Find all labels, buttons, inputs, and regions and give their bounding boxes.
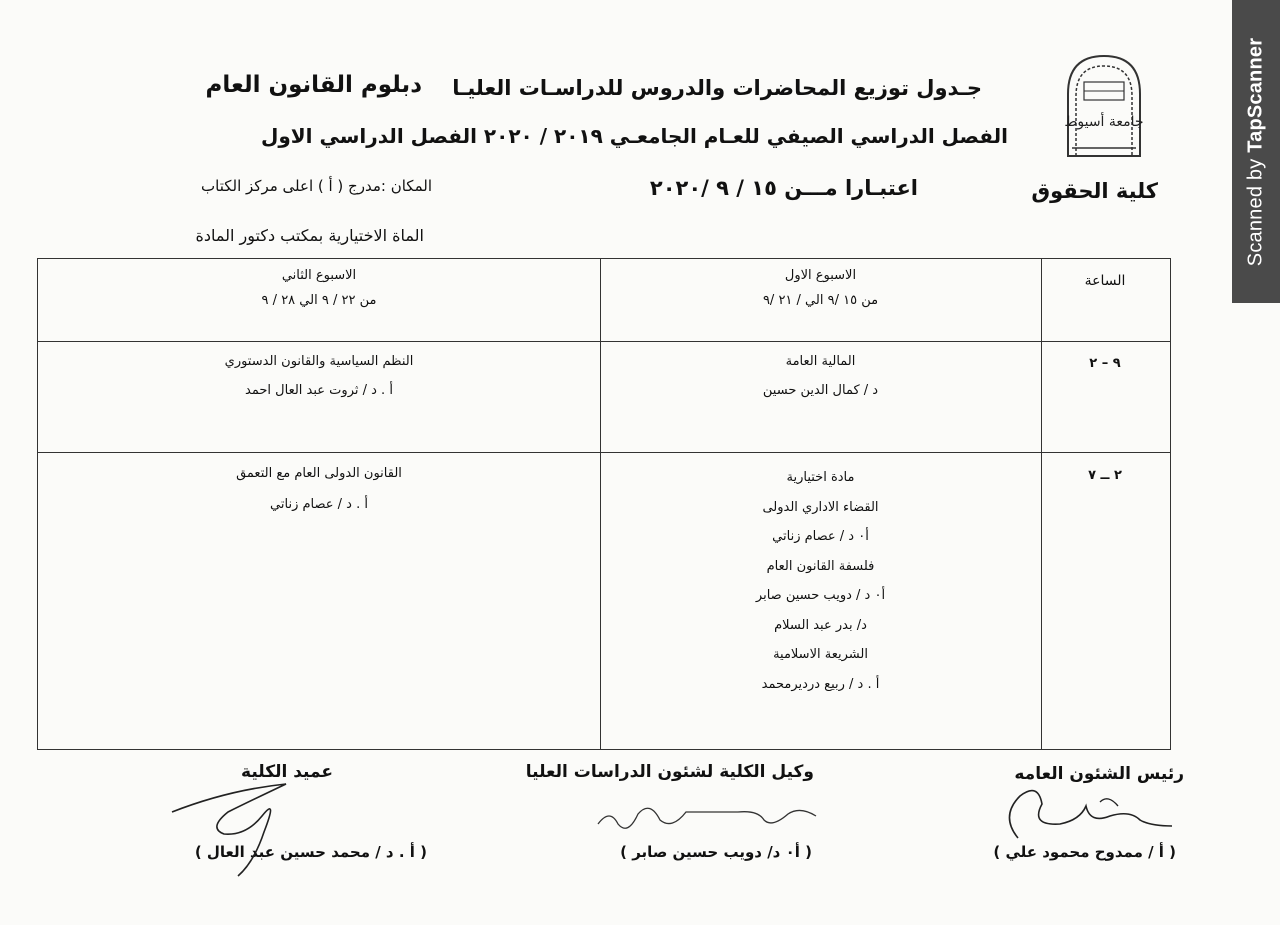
time-column-header: الساعة xyxy=(1084,273,1126,289)
instructor-name: أ . د / ربيع درديرمحمد xyxy=(761,676,880,692)
scanner-watermark-strip xyxy=(1232,0,1280,303)
course-name: المالية العامة xyxy=(785,354,856,369)
week1-title: الاسبوع الاول xyxy=(784,268,857,283)
dean-title: عميد الكلية xyxy=(241,762,333,782)
instructor-name: د/ بدر عبد السلام xyxy=(774,617,867,633)
row1-week1-cell xyxy=(600,353,1041,399)
faculty-name: كلية الحقوق xyxy=(1031,179,1158,203)
row2-week2-cell xyxy=(38,465,600,513)
week1-header xyxy=(600,267,1041,309)
general-affairs-head-title: رئيس الشئون العامه xyxy=(1014,764,1184,784)
signature-vice-dean xyxy=(588,790,828,838)
general-affairs-head-name: ( أ / ممدوح محمود علي ) xyxy=(993,843,1176,861)
dean-name: ( أ . د / محمد حسين عبد العال ) xyxy=(194,843,427,861)
vice-dean-name: ( أ٠ د/ دويب حسين صابر ) xyxy=(620,843,812,861)
signature-dean xyxy=(168,772,328,882)
instructor-name: أ٠ د / عصام زناتي xyxy=(772,529,869,544)
week2-header xyxy=(38,267,600,309)
course-name: النظم السياسية والقانون الدستوري xyxy=(224,354,414,369)
svg-text:جامعة أسيوط: جامعة أسيوط xyxy=(1064,114,1144,130)
row1-week2-cell xyxy=(38,353,600,399)
semester-line: الفصل الدراسي الصيفي للعـام الجامعـي ٢٠١٩ / ٢٠٢٠ الفصل الدراسي الاول xyxy=(260,124,1008,148)
schedule-table xyxy=(37,258,1171,750)
course-name: القضاء الاداري الدولى xyxy=(762,499,879,515)
course-name: فلسفة القانون العام xyxy=(766,558,875,574)
course-name: مادة اختيارية xyxy=(786,470,855,485)
table-divider xyxy=(38,452,1170,453)
instructor-name: أ . د / ثروت عبد العال احمد xyxy=(245,383,393,398)
course-name: القانون الدولى العام مع التعمق xyxy=(236,466,402,481)
elective-note: الماة الاختيارية بمكتب دكتور المادة xyxy=(195,226,424,245)
lecture-place: المكان :مدرج ( أ ) اعلى مركز الكتاب xyxy=(201,177,432,195)
course-name: الشريعة الاسلامية xyxy=(773,647,868,662)
week2-range: من ٢٢ / ٩ الي ٢٨ / ٩ xyxy=(261,293,377,308)
row1-time: ٩ – ٢ xyxy=(1089,356,1121,371)
table-divider xyxy=(38,341,1170,342)
vice-dean-title: وكيل الكلية لشئون الدراسات العليا xyxy=(525,762,814,782)
row2-time: ٢ ــ ٧ xyxy=(1088,468,1122,483)
program-title: دبلوم القانون العام xyxy=(205,72,422,98)
week1-range: من ١٥ /٩ الي / ٢١ /٩ xyxy=(762,293,879,308)
scanner-watermark-text: Scanned by TapScanner xyxy=(1244,37,1267,266)
row2-week1-cell xyxy=(600,463,1041,699)
instructor-name: أ٠ د / دويب حسين صابر xyxy=(755,588,886,603)
signature-general-affairs xyxy=(990,776,1180,846)
table-divider xyxy=(1041,259,1042,749)
week2-title: الاسبوع الثاني xyxy=(281,268,357,283)
university-logo xyxy=(1062,52,1146,158)
schedule-title: جـدول توزيع المحاضرات والدروس للدراسـات العليـا xyxy=(452,76,982,100)
instructor-name: أ . د / عصام زناتي xyxy=(270,497,368,512)
instructor-name: د / كمال الدين حسين xyxy=(762,383,879,398)
start-date: اعتبـارا مـــن ١٥ / ٩ /٢٠٢٠ xyxy=(649,176,918,200)
